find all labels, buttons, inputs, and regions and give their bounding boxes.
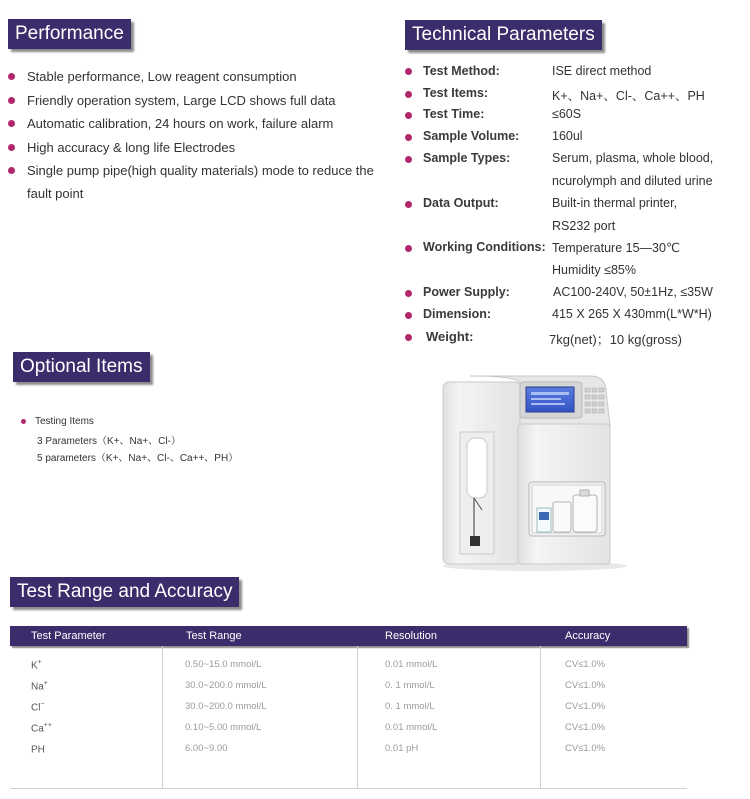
table-cell-accuracy: CV≤1.0% bbox=[565, 722, 606, 733]
performance-item: Friendly operation system, Large LCD shows full data bbox=[27, 93, 336, 108]
param-value: Built-in thermal printer, bbox=[552, 196, 678, 210]
table-divider bbox=[162, 646, 163, 788]
bullet-icon bbox=[405, 156, 412, 163]
performance-item: Single pump pipe(high quality materials) mode to reduce the fault point bbox=[27, 163, 374, 201]
table-cell-range: 30.0~200.0 mmol/L bbox=[185, 701, 267, 712]
table-cell-accuracy: CV≤1.0% bbox=[565, 701, 606, 712]
table-row-param: PH bbox=[31, 744, 45, 756]
table-cell-resolution: 0. 1 mmol/L bbox=[385, 680, 435, 691]
optional-line: 3 Parameters（K+、Na+、Cl-） bbox=[37, 436, 181, 447]
table-cell-range: 0.50~15.0 mmol/L bbox=[185, 659, 262, 670]
header-resolution: Resolution bbox=[385, 630, 437, 642]
bullet-icon bbox=[8, 120, 15, 127]
performance-item: Stable performance, Low reagent consumption bbox=[27, 69, 297, 84]
param-value: Serum, plasma, whole blood, bbox=[552, 151, 714, 165]
param-value: Temperature 15—30℃ bbox=[552, 241, 680, 255]
table-cell-resolution: 0.01 pH bbox=[385, 743, 419, 754]
bullet-icon bbox=[8, 73, 15, 80]
analyzer-device-image bbox=[430, 370, 635, 575]
bullet-icon bbox=[405, 201, 412, 208]
table-header bbox=[10, 626, 687, 646]
bullet-icon bbox=[405, 134, 412, 141]
table-cell-accuracy: CV≤1.0% bbox=[565, 659, 606, 670]
param-label: Test Items: bbox=[423, 86, 489, 100]
table-bottom-rule bbox=[10, 788, 687, 789]
performance-item: Automatic calibration, 24 hours on work, failure alarm bbox=[27, 116, 334, 131]
optional-heading: Testing Items bbox=[35, 416, 94, 427]
param-label: Data Output: bbox=[423, 196, 499, 210]
table-cell-resolution: 0. 1 mmol/L bbox=[385, 701, 435, 712]
bullet-icon bbox=[21, 419, 26, 424]
bullet-icon bbox=[405, 91, 412, 98]
table-divider bbox=[540, 646, 541, 788]
bullet-icon bbox=[8, 144, 15, 151]
param-label: Sample Types: bbox=[423, 151, 511, 165]
bullet-icon bbox=[8, 167, 15, 174]
header-test-parameter: Test Parameter bbox=[31, 630, 106, 642]
optional-line: 5 parameters（K+、Na+、Cl-、Ca++、PH） bbox=[37, 453, 239, 464]
bullet-icon bbox=[405, 245, 412, 252]
bullet-icon bbox=[405, 290, 412, 297]
param-label: Power Supply: bbox=[423, 285, 510, 299]
param-value: ncurolymph and diluted urine bbox=[552, 174, 713, 188]
param-value: K+、Na+、Cl-、Ca++、PH bbox=[552, 89, 705, 103]
table-row-param: K+ bbox=[31, 659, 42, 672]
param-label: Sample Volume: bbox=[423, 129, 520, 143]
table-row-param: Na+ bbox=[31, 680, 48, 693]
param-value: 415 X 265 X 430mm(L*W*H) bbox=[552, 307, 712, 321]
param-value: 160ul bbox=[552, 129, 583, 143]
table-cell-range: 0.10~5.00 mmol/L bbox=[185, 722, 262, 733]
performance-title: Performance bbox=[8, 19, 131, 49]
param-value: RS232 port bbox=[552, 219, 616, 233]
param-value: ISE direct method bbox=[552, 64, 652, 78]
param-label: Dimension: bbox=[423, 307, 492, 321]
table-cell-range: 30.0~200.0 mmol/L bbox=[185, 680, 267, 691]
header-test-range: Test Range bbox=[186, 630, 242, 642]
optional-title: Optional Items bbox=[13, 352, 150, 382]
header-accuracy: Accuracy bbox=[565, 630, 611, 642]
range-title: Test Range and Accuracy bbox=[10, 577, 239, 607]
table-cell-resolution: 0.01 mmol/L bbox=[385, 722, 438, 733]
bullet-icon bbox=[8, 97, 15, 104]
param-label: Weight: bbox=[426, 329, 474, 344]
param-label: Test Time: bbox=[423, 107, 485, 121]
table-cell-resolution: 0.01 mmol/L bbox=[385, 659, 438, 670]
performance-item: High accuracy & long life Electrodes bbox=[27, 140, 236, 155]
table-row-param: Cl− bbox=[31, 701, 45, 714]
table-cell-accuracy: CV≤1.0% bbox=[565, 680, 606, 691]
param-value: Humidity ≤85% bbox=[552, 263, 636, 277]
param-label: Working Conditions: bbox=[423, 240, 546, 254]
technical-title: Technical Parameters bbox=[405, 20, 602, 50]
param-label: Test Method: bbox=[423, 64, 500, 78]
param-value: 7kg(net)；10 kg(gross) bbox=[549, 332, 682, 347]
param-value: ≤60S bbox=[552, 107, 582, 121]
bullet-icon bbox=[405, 334, 412, 341]
bullet-icon bbox=[405, 112, 412, 119]
param-value: AC100-240V, 50±1Hz, ≤35W bbox=[553, 285, 713, 299]
table-row-param: Ca++ bbox=[31, 722, 52, 735]
table-cell-range: 6.00~9.00 bbox=[185, 743, 228, 754]
table-cell-accuracy: CV≤1.0% bbox=[565, 743, 606, 754]
table-divider bbox=[357, 646, 358, 788]
bullet-icon bbox=[405, 68, 412, 75]
bullet-icon bbox=[405, 312, 412, 319]
